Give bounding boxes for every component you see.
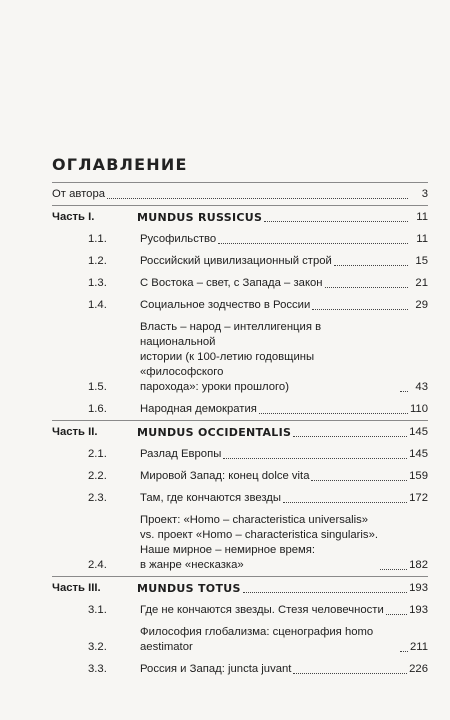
- dot-leader: [334, 265, 408, 266]
- page-number: 43: [415, 381, 428, 393]
- page-number: 21: [415, 277, 428, 289]
- entry-number: 3.1.: [88, 604, 107, 616]
- entry-number: 1.1.: [88, 233, 107, 245]
- toc-entry-row: [52, 465, 428, 487]
- dot-leader: [283, 502, 407, 503]
- page-number: 110: [409, 403, 428, 415]
- toc-part-row: [52, 576, 428, 599]
- entry-title: Философия глобализма: сценография homo aestimator: [140, 626, 374, 653]
- entry-number: 2.2.: [88, 470, 107, 482]
- entry-number: 1.5.: [88, 381, 107, 393]
- part-label: Часть I.: [52, 211, 95, 223]
- toc-front-row: [52, 182, 428, 205]
- entry-wrap: [140, 447, 409, 462]
- toc-entry-row: [52, 250, 428, 272]
- dot-leader: [311, 480, 407, 481]
- entry-title: Россия и Запад: juncta juvant: [140, 663, 292, 675]
- toc-part-row: [52, 420, 428, 443]
- toc-entry-row: [52, 599, 428, 621]
- dot-leader: [293, 436, 407, 437]
- toc-entry-row: [52, 398, 428, 420]
- part-label: Часть III.: [52, 582, 101, 594]
- part-title: MUNDUS OCCIDENTALIS: [137, 426, 292, 439]
- toc-entry-row: [52, 443, 428, 465]
- page-number: 29: [415, 299, 428, 311]
- entry-title: Проект: «Homo – characteristica universalis» vs. проект «Homo – characteristica singularis». Наше мирное – немирное время: в жанре «несказка»: [140, 514, 379, 571]
- page-number: 15: [415, 255, 428, 267]
- toc-entry-row: [52, 509, 428, 576]
- entry-title: Разлад Европы: [140, 448, 222, 460]
- entry-title: От автора: [52, 188, 106, 200]
- entry-number: 1.4.: [88, 299, 107, 311]
- page-number: 145: [409, 448, 428, 460]
- entry-title: Мировой Запад: конец dolce vita: [140, 470, 310, 482]
- page-number: 3: [421, 188, 428, 200]
- entry-number: 3.2.: [88, 641, 107, 653]
- part-title-wrap: [137, 425, 409, 440]
- entry-wrap: [140, 232, 410, 247]
- page-number: 193: [409, 604, 428, 616]
- dot-leader: [312, 309, 408, 310]
- entry-number: 1.3.: [88, 277, 107, 289]
- entry-wrap: [140, 625, 410, 655]
- entry-number: 1.2.: [88, 255, 107, 267]
- table-of-contents: [52, 182, 428, 680]
- dot-leader: [293, 673, 407, 674]
- page-number: 211: [409, 641, 428, 653]
- entry-number: 2.3.: [88, 492, 107, 504]
- toc-part-row: [52, 205, 428, 228]
- part-title-wrap: [137, 210, 410, 225]
- dot-leader: [243, 592, 407, 593]
- entry-wrap: [140, 469, 409, 484]
- entry-title: Российский цивилизационный строй: [140, 255, 332, 267]
- part-title: MUNDUS RUSSICUS: [137, 211, 263, 224]
- dot-leader: [264, 221, 408, 222]
- entry-number: 3.3.: [88, 663, 107, 675]
- entry-title: Русофильство: [140, 233, 217, 245]
- entry-title: Власть – народ – интеллигенция в национальной истории (к 100-летию годовщины «философского парохода»: уроки прошлого): [140, 321, 322, 393]
- page-number: 11: [416, 233, 428, 245]
- toc-entry-row: [52, 487, 428, 509]
- entry-number: 1.6.: [88, 403, 107, 415]
- dot-leader: [400, 651, 408, 652]
- toc-entry-row: [52, 658, 428, 680]
- dot-leader: [259, 413, 408, 414]
- dot-leader: [223, 458, 407, 459]
- front-wrap: [52, 187, 410, 202]
- dot-leader: [380, 569, 407, 570]
- entry-title: С Востока – свет, с Запада – закон: [140, 277, 323, 289]
- page-number: 226: [409, 663, 428, 675]
- entry-number: 2.4.: [88, 559, 107, 571]
- part-label: Часть II.: [52, 426, 98, 438]
- entry-wrap: [140, 513, 409, 573]
- page-number: 193: [409, 582, 428, 594]
- part-title-wrap: [137, 581, 409, 596]
- entry-wrap: [140, 320, 410, 395]
- toc-entry-row: [52, 294, 428, 316]
- entry-wrap: [140, 603, 409, 618]
- entry-number: 2.1.: [88, 448, 107, 460]
- dot-leader: [386, 614, 407, 615]
- page-number: 182: [409, 559, 428, 571]
- toc-entry-row: [52, 621, 428, 658]
- entry-title: Народная демократия: [140, 403, 257, 415]
- entry-wrap: [140, 254, 410, 269]
- entry-title: Где не кончаются звезды. Стезя человечности: [140, 604, 384, 616]
- entry-wrap: [140, 491, 409, 506]
- entry-wrap: [140, 662, 409, 677]
- dot-leader: [325, 287, 408, 288]
- toc-entry-row: [52, 228, 428, 250]
- entry-title: Там, где кончаются звезды: [140, 492, 282, 504]
- entry-title: Социальное зодчество в России: [140, 299, 311, 311]
- page-number: 172: [409, 492, 428, 504]
- page-number: 159: [409, 470, 428, 482]
- bleed-through-text: [55, 30, 420, 44]
- toc-entry-row: [52, 272, 428, 294]
- page-title: ОГЛАВЛЕНИЕ: [52, 155, 188, 174]
- entry-wrap: [140, 276, 410, 291]
- entry-wrap: [140, 402, 410, 417]
- toc-entry-row: [52, 316, 428, 398]
- part-title: MUNDUS TOTUS: [137, 582, 241, 595]
- page-number: 145: [409, 426, 428, 438]
- entry-wrap: [140, 298, 410, 313]
- dot-leader: [218, 243, 408, 244]
- dot-leader: [400, 391, 408, 392]
- dot-leader: [107, 198, 408, 199]
- page-number: 11: [416, 211, 428, 223]
